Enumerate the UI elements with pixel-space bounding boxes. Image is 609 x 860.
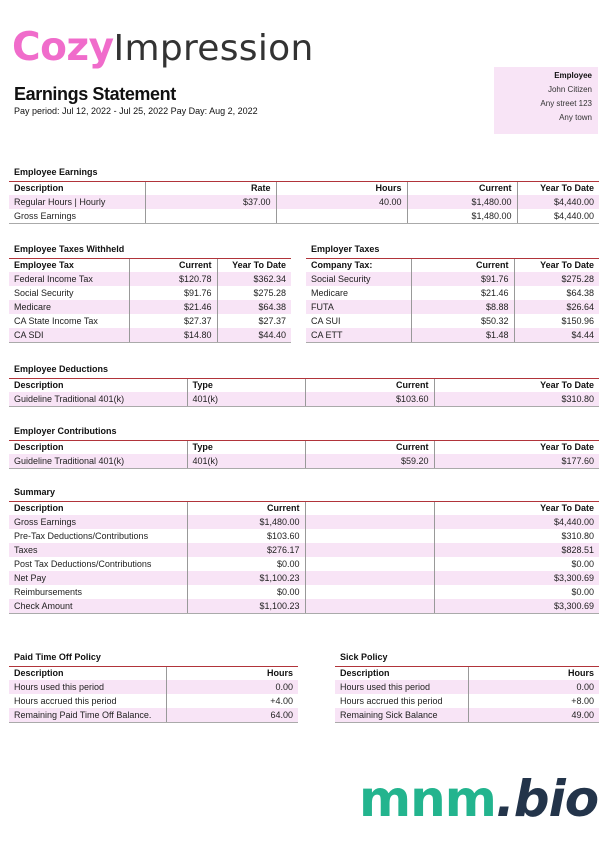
pay-period: Pay period: Jul 12, 2022 - Jul 25, 2022 Pay Day: Aug 2, 2022 (14, 106, 258, 116)
col-header: Year To Date (217, 259, 291, 273)
col-header: Year To Date (517, 182, 599, 196)
summary-table (9, 501, 599, 614)
cell: $120.78 (129, 272, 217, 286)
cell: Hours accrued this period (14, 696, 117, 706)
col-header: Current (187, 502, 305, 516)
table-header-row (306, 259, 599, 273)
cell (305, 557, 434, 571)
cell: $310.80 (434, 529, 599, 543)
cell: $37.00 (145, 195, 276, 209)
logo-cozy: Cozy (12, 25, 114, 70)
col-header: Current (305, 379, 434, 393)
cell: $1,100.23 (187, 571, 305, 585)
cell: Remaining Paid Time Off Balance. (9, 708, 166, 723)
watermark-bio: .bio (495, 770, 599, 828)
cell: $3,300.69 (434, 571, 599, 585)
cell: $0.00 (434, 557, 599, 571)
cell: $26.64 (514, 300, 599, 314)
cell: +8.00 (468, 694, 599, 708)
table-row (9, 195, 599, 209)
cell: $0.00 (434, 585, 599, 599)
employee-label: Employee (554, 71, 592, 80)
table-row (9, 694, 298, 708)
cell: $27.37 (129, 314, 217, 328)
table-row (9, 585, 599, 599)
col-header: Description (9, 441, 187, 455)
cell: 0.00 (166, 680, 298, 694)
cell: Post Tax Deductions/Contributions (14, 559, 152, 569)
col-header: Year To Date (434, 379, 599, 393)
cell: Check Amount (9, 599, 187, 614)
col-header: Current (305, 441, 434, 455)
table-header-row (9, 182, 599, 196)
table-row (9, 286, 291, 300)
cell (305, 599, 434, 614)
table-row (9, 557, 599, 571)
col-header: Type (187, 441, 305, 455)
section-title-employer-taxes: Employer Taxes (311, 244, 380, 254)
col-header: Current (411, 259, 514, 273)
cell: Regular Hours | Hourly (9, 195, 145, 209)
cell: +4.00 (166, 694, 298, 708)
col-header: Year To Date (434, 502, 599, 516)
employee-info-box (494, 67, 598, 134)
employee-name: John Citizen (547, 85, 592, 94)
col-header (305, 502, 434, 516)
table-row (9, 314, 291, 328)
table-row (9, 543, 599, 557)
col-header: Company Tax: (306, 259, 411, 273)
cell: $8.88 (411, 300, 514, 314)
cell: $0.00 (187, 585, 305, 599)
col-header: Type (187, 379, 305, 393)
table-row (306, 272, 599, 286)
table-row (335, 694, 599, 708)
sick-table (335, 666, 599, 723)
table-row (306, 314, 599, 328)
table-row (335, 708, 599, 723)
col-header: Description (9, 182, 145, 196)
cell: Remaining Sick Balance (335, 708, 468, 723)
watermark-logo (359, 770, 598, 828)
employee-street: Any street 123 (540, 99, 592, 108)
table-row (9, 300, 291, 314)
table-header-row (9, 259, 291, 273)
cell (276, 209, 407, 224)
cell: Social Security (306, 272, 411, 286)
company-logo (12, 26, 314, 71)
cell: $1,480.00 (187, 515, 305, 529)
table-header-row (9, 502, 599, 516)
table-row (335, 680, 599, 694)
table-row (9, 454, 599, 469)
cell: Social Security (14, 288, 74, 298)
table-row (9, 328, 291, 343)
cell: $64.38 (514, 286, 599, 300)
col-header: Employee Tax (9, 259, 129, 273)
cell: $4.44 (514, 328, 599, 343)
section-title-contributions: Employer Contributions (14, 426, 117, 436)
col-header: Current (407, 182, 517, 196)
cell: $91.76 (411, 272, 514, 286)
col-header: Description (335, 667, 468, 681)
cell: Medicare (9, 300, 129, 314)
table-row (9, 571, 599, 585)
cell: Hours used this period (335, 680, 468, 694)
cell: $0.00 (187, 557, 305, 571)
cell: $275.28 (514, 272, 599, 286)
cell: FUTA (306, 300, 411, 314)
cell: Hours used this period (9, 680, 166, 694)
cell: $4,440.00 (517, 209, 599, 224)
section-title-summary: Summary (14, 487, 56, 497)
col-header: Current (129, 259, 217, 273)
table-header-row (9, 441, 599, 455)
cell: Hours accrued this period (340, 696, 443, 706)
cell: CA SDI (9, 328, 129, 343)
cell: $103.60 (187, 529, 305, 543)
cell: $44.40 (217, 328, 291, 343)
col-header: Description (9, 379, 187, 393)
col-header: Description (9, 502, 187, 516)
cell: $275.28 (217, 286, 291, 300)
section-title-earnings: Employee Earnings (14, 167, 98, 177)
pto-table (9, 666, 298, 723)
cell: CA ETT (306, 328, 411, 343)
cell (305, 585, 434, 599)
cell: Medicare (311, 288, 349, 298)
cell: $310.80 (434, 392, 599, 407)
section-title-pto: Paid Time Off Policy (14, 652, 101, 662)
col-header: Rate (145, 182, 276, 196)
table-row (9, 209, 599, 224)
cell: 49.00 (468, 708, 599, 723)
cell: $21.46 (129, 300, 217, 314)
table-row (306, 328, 599, 343)
col-header: Description (9, 667, 166, 681)
cell: $150.96 (514, 314, 599, 328)
table-row (9, 599, 599, 614)
employee-taxes-table (9, 258, 291, 343)
watermark-mnm: mnm (359, 770, 496, 828)
cell: CA SUI (311, 316, 341, 326)
cell: $64.38 (217, 300, 291, 314)
table-header-row (9, 379, 599, 393)
col-header: Hours (468, 667, 599, 681)
cell: $3,300.69 (434, 599, 599, 614)
table-row (9, 272, 291, 286)
cell: $14.80 (129, 328, 217, 343)
cell: $91.76 (129, 286, 217, 300)
col-header: Hours (166, 667, 298, 681)
cell (305, 543, 434, 557)
cell: $27.37 (217, 314, 291, 328)
cell: $59.20 (305, 454, 434, 469)
cell: Guideline Traditional 401(k) (9, 392, 187, 407)
col-header: Hours (276, 182, 407, 196)
cell: Federal Income Tax (9, 272, 129, 286)
cell: $103.60 (305, 392, 434, 407)
cell: Reimbursements (14, 587, 83, 597)
cell: $4,440.00 (517, 195, 599, 209)
cell: Taxes (9, 543, 187, 557)
cell: $1.48 (411, 328, 514, 343)
table-row (9, 708, 298, 723)
table-row (9, 515, 599, 529)
table-header-row (335, 667, 599, 681)
cell: 40.00 (276, 195, 407, 209)
section-title-employee-taxes: Employee Taxes Withheld (14, 244, 125, 254)
cell: Guideline Traditional 401(k) (9, 454, 187, 469)
cell: Net Pay (9, 571, 187, 585)
section-title-sick: Sick Policy (340, 652, 388, 662)
cell (145, 209, 276, 224)
cell: Gross Earnings (9, 209, 145, 224)
employer-taxes-table (306, 258, 599, 343)
col-header: Year To Date (434, 441, 599, 455)
cell: 64.00 (166, 708, 298, 723)
logo-impression: Impression (113, 28, 314, 69)
cell: $362.34 (217, 272, 291, 286)
cell: $177.60 (434, 454, 599, 469)
cell: $1,100.23 (187, 599, 305, 614)
table-row (9, 680, 298, 694)
cell: Pre-Tax Deductions/Contributions (14, 531, 149, 541)
cell: $4,440.00 (434, 515, 599, 529)
table-header-row (9, 667, 298, 681)
cell (305, 529, 434, 543)
cell: 401(k) (187, 454, 305, 469)
col-header: Year To Date (514, 259, 599, 273)
table-row (306, 286, 599, 300)
table-row (9, 529, 599, 543)
cell (305, 515, 434, 529)
cell: 401(k) (187, 392, 305, 407)
earnings-table (9, 181, 599, 224)
section-title-deductions: Employee Deductions (14, 364, 109, 374)
table-row (306, 300, 599, 314)
employee-town: Any town (559, 113, 592, 122)
deductions-table (9, 378, 599, 407)
cell: 0.00 (468, 680, 599, 694)
table-row (9, 392, 599, 407)
cell: Gross Earnings (9, 515, 187, 529)
cell: $1,480.00 (407, 195, 517, 209)
contributions-table (9, 440, 599, 469)
cell (305, 571, 434, 585)
cell: $1,480.00 (407, 209, 517, 224)
cell: $50.32 (411, 314, 514, 328)
cell: $828.51 (434, 543, 599, 557)
cell: CA State Income Tax (14, 316, 98, 326)
page-title: Earnings Statement (14, 84, 176, 104)
cell: $21.46 (411, 286, 514, 300)
cell: $276.17 (187, 543, 305, 557)
